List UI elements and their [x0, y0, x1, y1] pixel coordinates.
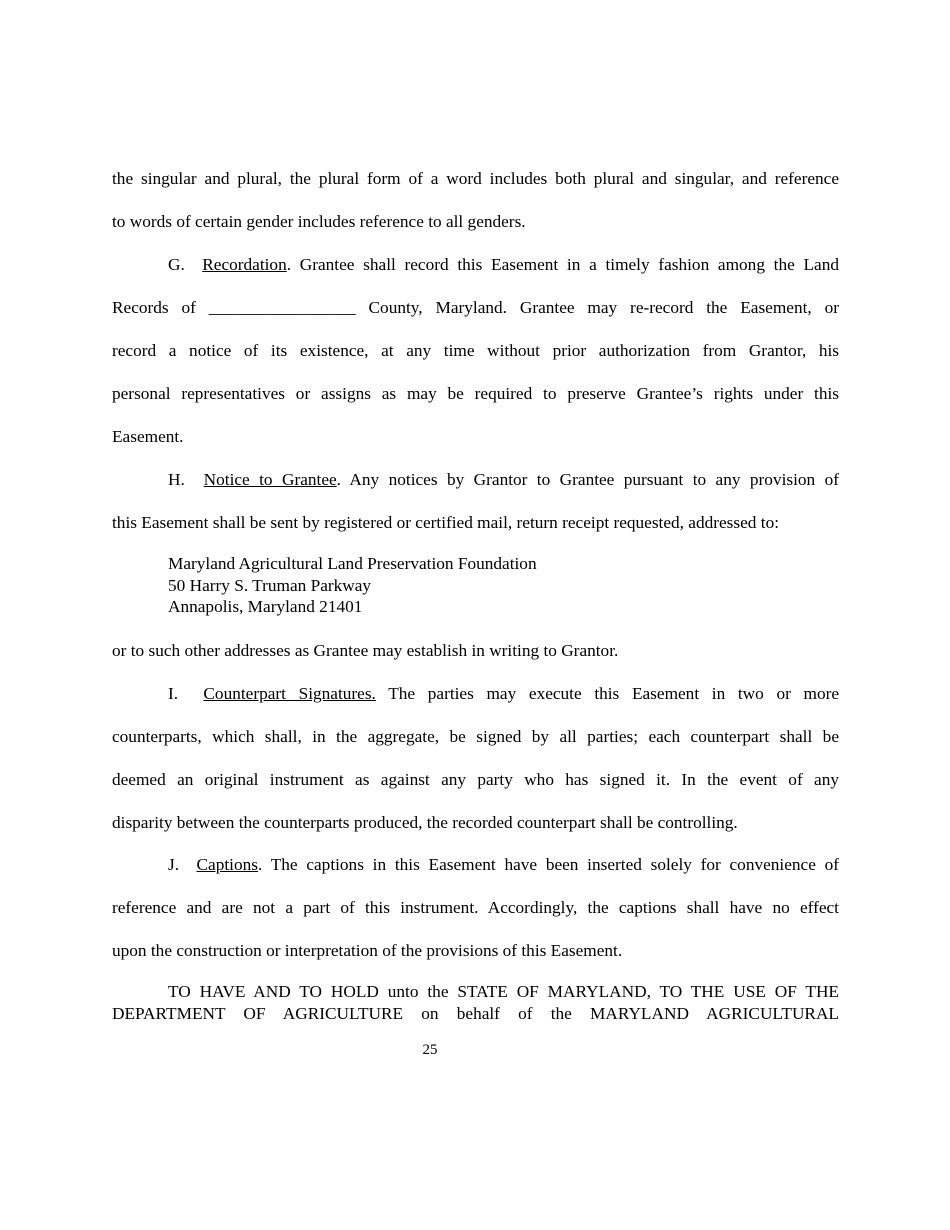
paragraph-line: Easement. [112, 427, 184, 446]
section-j-captions [112, 843, 839, 972]
section-heading: Notice to Grantee [203, 470, 337, 489]
paragraph-text: . Any notices by Grantor to Grantee pursuant to any provision of [336, 470, 839, 489]
paragraph-line [112, 243, 839, 286]
habendum-clause [112, 981, 839, 1024]
paragraph-line [112, 672, 839, 715]
paragraph-line: deemed an original instrument as against any party who has signed it. In the event of any [112, 770, 839, 789]
paragraph-line: record a notice of its existence, at any time without prior authorization from Grantor, his [112, 341, 839, 360]
paragraph-line: TO HAVE AND TO HOLD unto the STATE OF MARYLAND, TO THE USE OF THE [168, 982, 839, 1001]
section-label: J. [168, 855, 180, 874]
paragraph-text: The parties may execute this Easement in two or more [375, 684, 840, 703]
paragraph-text: . The captions in this Easement have been inserted solely for convenience of [257, 855, 840, 874]
section-heading: Recordation [202, 255, 287, 274]
section-heading: Counterpart Signatures. [203, 684, 376, 703]
section-g-recordation [112, 243, 839, 458]
section-label: H. [168, 470, 185, 489]
paragraph-line: Records of _________________ County, Maryland. Grantee may re-record the Easement, or [112, 298, 839, 317]
paragraph-line: disparity between the counterparts produced, the recorded counterpart shall be controlling. [112, 813, 738, 832]
paragraph-line: DEPARTMENT OF AGRICULTURE on behalf of the MARYLAND AGRICULTURAL [112, 1003, 839, 1023]
paragraph-text: . Grantee shall record this Easement in a timely fashion among the Land [286, 255, 840, 274]
paragraph-line: to words of certain gender includes reference to all genders. [112, 212, 526, 231]
paragraph-line: reference and are not a part of this instrument. Accordingly, the captions shall have no effect [112, 898, 839, 917]
paragraph-line: counterparts, which shall, in the aggregate, be signed by all parties; each counterpart shall be [112, 727, 839, 746]
paragraph-line: upon the construction or interpretation of the provisions of this Easement. [112, 941, 623, 960]
paragraph-line [112, 458, 839, 501]
section-h-notice [112, 458, 839, 544]
paragraph-line: the singular and plural, the plural form of a word includes both plural and singular, and reference [112, 169, 839, 188]
paragraph-line: this Easement shall be sent by registered or certified mail, return receipt requested, addressed to: [112, 513, 780, 532]
section-i-counterparts [112, 672, 839, 844]
paragraph-line: or to such other addresses as Grantee may establish in writing to Grantor. [112, 641, 619, 660]
address-line: Maryland Agricultural Land Preservation Foundation [168, 554, 537, 573]
section-h-continuation [112, 629, 839, 672]
continued-definitions-paragraph [112, 157, 839, 243]
address-line: 50 Harry S. Truman Parkway [168, 575, 372, 595]
section-heading: Captions [196, 855, 258, 874]
page-number: 25 [422, 1042, 438, 1058]
address-line: Annapolis, Maryland 21401 [168, 597, 363, 616]
paragraph-line [112, 843, 839, 886]
section-label: G. [168, 255, 185, 274]
section-label: I. [168, 684, 179, 703]
paragraph-line: personal representatives or assigns as may be required to preserve Grantee’s rights under this [112, 384, 839, 403]
grantee-address-block [168, 553, 537, 618]
